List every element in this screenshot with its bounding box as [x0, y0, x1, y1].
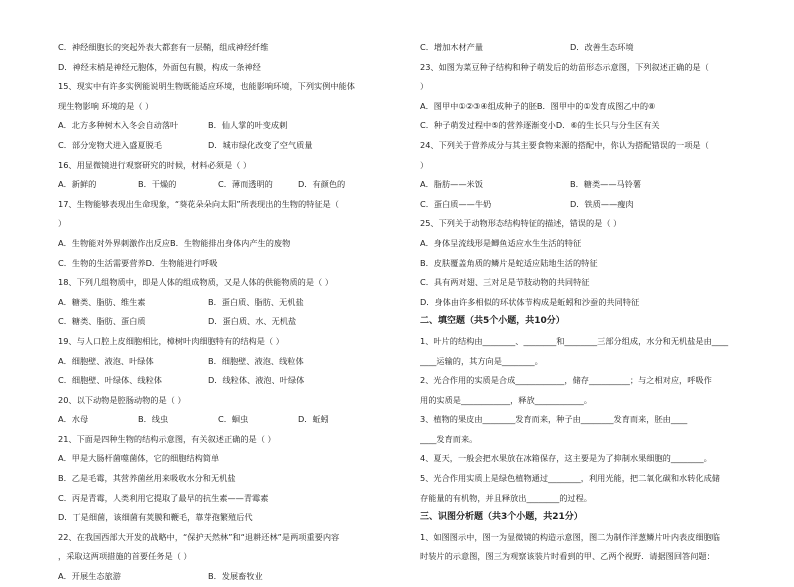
options-row — [58, 371, 396, 391]
question-line: 24、下列关于营养成分与其主要食物来源的搭配中，你认为搭配错误的一项是（ — [420, 139, 709, 150]
question-line: A．生物能对外界刺激作出反应B．生物能排出身体内产生的废物 — [58, 237, 291, 248]
question-line: 存能量的有机物，并且释放出________的过程。 — [420, 492, 592, 503]
question-line: 4、夏天，一般会把水果放在冰箱保存，这主要是为了抑制水果细胞的________。 — [420, 453, 712, 464]
option-b: D．线粒体、液泡、叶绿体 — [208, 375, 305, 386]
option-b: D．改善生态环境 — [570, 42, 634, 52]
question-line: 16、用显微镜进行观察研究的时候，材料必须是（ ） — [58, 159, 252, 170]
question-line: 19、与人口腔上皮细胞相比，樟树叶肉细胞特有的结构是（ ） — [58, 335, 284, 346]
option-a: C．蛋白质——牛奶 — [420, 198, 492, 209]
question-line: ，采取这两项措施的首要任务是（ ） — [58, 551, 192, 562]
right-column — [420, 38, 765, 567]
question-line: C．生物的生活需要营养D．生物能进行呼吸 — [58, 257, 218, 268]
option-a: C．糖类、脂肪、蛋白质 — [58, 316, 146, 327]
question-line: ） — [420, 81, 429, 92]
option-a: C．增加木材产量 — [420, 42, 484, 52]
options-row — [58, 136, 396, 156]
question-line: 23、如图为菜豆种子结构和种子萌发后的幼苗形态示意图，下列叙述正确的是（ — [420, 61, 709, 72]
options-row — [420, 38, 765, 58]
question-line: ） — [58, 218, 67, 229]
left-column — [58, 38, 396, 587]
option-d: D．有颜色的 — [298, 179, 346, 190]
option-b: D．铁质——瘦肉 — [570, 198, 634, 209]
option-b: B．发展畜牧业 — [208, 571, 263, 582]
option-a: A．水母 — [58, 414, 89, 425]
options-row — [58, 116, 396, 136]
question-line: 20、以下动物是腔肠动物的是（ ） — [58, 394, 186, 405]
question-line: 3、植物的果皮由________发育而来，种子由________发育而来，胚由____ — [420, 414, 688, 425]
question-line: A．图甲中①②③④组成种子的胚B．图甲中的①发育成图乙中的⑧ — [420, 100, 656, 111]
options-row — [58, 312, 396, 332]
question-line: ） — [420, 159, 429, 170]
section-heading: 二、填空题（共5个小题，共10分） — [420, 316, 565, 327]
option-b: D．蛋白质、水、无机盐 — [208, 316, 297, 327]
options-row — [58, 293, 396, 313]
option-b: B．糖类——马铃薯 — [570, 179, 642, 190]
option-c: C．薄而透明的 — [218, 179, 273, 190]
question-line: A．甲是大肠杆菌噬菌体，它的细胞结构简单 — [58, 453, 220, 464]
question-line: C．丙是青霉，人类利用它提取了最早的抗生素——青霉素 — [58, 492, 269, 503]
option-a: A．开展生态旅游 — [58, 571, 121, 582]
option-a: A．糖类、脂肪、维生素 — [58, 296, 146, 307]
question-line: C．具有两对翅、三对足是节肢动物的共同特征 — [420, 277, 590, 288]
question-line: 18、下列几组物质中，即是人体的组成物质，又是人体的供能物质的是（ ） — [58, 277, 334, 288]
option-a: C．部分宠物犬进入盛夏脱毛 — [58, 139, 162, 150]
question-line: 1、如图图示中，图一为显微镜的构造示意图，图二为制作洋葱鳞片叶内表皮细胞临 — [420, 531, 720, 542]
question-line: B．乙是毛霉，其营养菌丝用来吸收水分和无机盐 — [58, 473, 236, 484]
option-d: D．蚯蚓 — [298, 414, 329, 425]
section-heading: 三、识图分析题（共3个小题，共21分） — [420, 512, 583, 523]
question-line: 5、光合作用实质上是绿色植物通过________，利用光能，把二氧化碳和水转化成储 — [420, 473, 720, 484]
question-line: C．神经细胞长的突起外表大都套有一层鞘，组成神经纤维 — [58, 42, 269, 52]
question-line: 22、在我国西部大开发的战略中，“保护天然林”和“退耕还林”是两项重要内容 — [58, 531, 340, 542]
question-line: D．丁是细菌，该细菌有荚膜和鞭毛，靠芽孢繁殖后代 — [58, 512, 253, 523]
question-line: B．皮肤覆盖角质的鳞片是蛇适应陆地生活的特征 — [420, 257, 598, 268]
question-line: 用的实质是____________，释放____________。 — [420, 394, 592, 405]
question-line: 17、生物能够表现出生命现象，“葵花朵朵向太阳”所表现出的生物的特征是（ — [58, 198, 339, 209]
options-row — [420, 195, 765, 215]
option-b: B．蛋白质、脂肪、无机盐 — [208, 296, 304, 307]
options-row — [420, 175, 765, 195]
question-line: 21、下面是四种生物的结构示意图，有关叙述正确的是（ ） — [58, 433, 276, 444]
question-line: C．种子萌发过程中⑤的营养逐渐变小D．⑥的生长只与分生区有关 — [420, 120, 660, 131]
options-row — [58, 175, 396, 195]
options-row — [58, 410, 396, 430]
option-a: A．细胞壁、液泡、叶绿体 — [58, 355, 154, 366]
options-row — [58, 352, 396, 372]
question-line: 2、光合作用的实质是合成____________，储存__________；与之相对应，呼吸作 — [420, 375, 712, 386]
option-a: A．脂肪——米饭 — [420, 179, 483, 190]
option-a: A．北方多种树木入冬会自动落叶 — [58, 120, 179, 131]
option-b: B．细胞壁、液泡、线粒体 — [208, 355, 304, 366]
question-line: 1、叶片的结构由________、________和________三部分组成，水分和无机盐是由____ — [420, 335, 729, 346]
question-line: 时装片的示意图，图三为观察该装片时看到的甲、乙两个视野．请据图回答问题： — [420, 551, 715, 562]
question-line: ____运输的，其方向是________。 — [420, 355, 543, 366]
question-line: ____发育而来。 — [420, 433, 478, 444]
question-line: 现生物影响 环境的是（ ） — [58, 100, 154, 111]
question-line: D．身体由许多相似的环状体节构成是蚯蚓和沙蚕的共同特征 — [420, 296, 640, 307]
option-a: C．细胞壁、叶绿体、线粒体 — [58, 375, 162, 386]
question-line: 25、下列关于动物形态结构特征的描述，错误的是（ ） — [420, 218, 622, 229]
option-a: A．新鲜的 — [58, 179, 97, 190]
question-line: A．身体呈流线形是鲫鱼适应水生生活的特征 — [420, 237, 582, 248]
option-b: D．城市绿化改变了空气质量 — [208, 139, 313, 150]
option-b: B．干燥的 — [138, 179, 177, 190]
question-line: D．神经末梢是神经元胞体，外面包有膜，构成一条神经 — [58, 61, 261, 72]
options-row — [58, 567, 396, 587]
option-b: B．仙人掌的叶变成刺 — [208, 120, 288, 131]
option-b: B．线虫 — [138, 414, 169, 425]
option-c: C．蛔虫 — [218, 414, 249, 425]
question-line: 15、现实中有许多实例能说明生物既能适应环境，也能影响环境，下列实例中能体 — [58, 81, 355, 92]
